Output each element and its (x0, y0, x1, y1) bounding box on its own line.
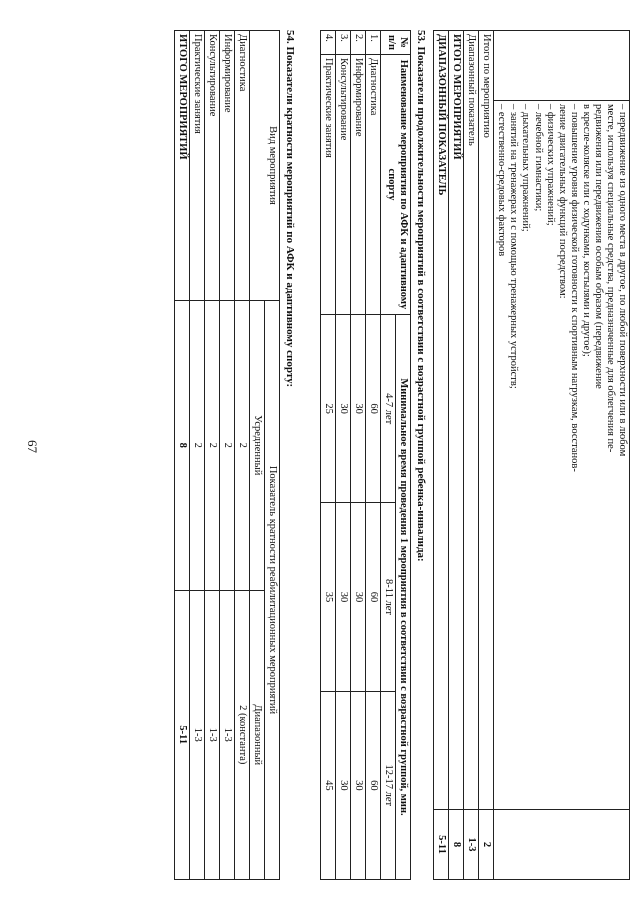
row-avg: 2 (190, 301, 205, 591)
table-row (351, 31, 366, 880)
row-name: Информирование (220, 31, 235, 301)
frequency-table (174, 30, 280, 880)
table-row (205, 31, 220, 880)
row-avg: 2 (205, 301, 220, 591)
summary-label: ДИАПАЗОННЫЙ ПОКАЗАТЕЛЬ (434, 31, 449, 810)
row-num: 4. (321, 31, 336, 55)
row-value: 60 (366, 691, 381, 879)
page-number: 67 (25, 440, 40, 453)
cont-line: ление двигательных функций посредством: (556, 104, 568, 299)
row-num: 1. (366, 31, 381, 55)
row-name: Практические занятия (190, 31, 205, 301)
cont-left-cell (494, 31, 630, 101)
table-row (366, 31, 381, 880)
summary-value: 8 (449, 810, 464, 880)
row-name: ИТОГО МЕРОПРИЯТИЙ (174, 31, 189, 301)
row-range: 1-3 (190, 590, 205, 880)
row-value: 30 (351, 503, 366, 691)
header-num: № п/п (381, 31, 411, 55)
row-num: 3. (336, 31, 351, 55)
header-range: Диапазонный (250, 590, 265, 880)
table-row (321, 31, 336, 880)
header-group: Показатель кратности реабилитационных мероприятий (265, 301, 280, 880)
row-name: Диагностика (366, 55, 381, 315)
row-value: 30 (336, 691, 351, 879)
header-name: Наименование мероприятия по АФК и адаптивному спорту (381, 55, 411, 315)
cont-line: – физических упражнений; (544, 104, 556, 226)
row-name: Практические занятия (321, 55, 336, 315)
row-value: 25 (321, 315, 336, 503)
summary-value: 5-11 (434, 810, 449, 880)
row-name: Консультирование (205, 31, 220, 301)
cont-description (494, 101, 630, 810)
summary-value: 2 (479, 810, 494, 880)
table-row (235, 31, 250, 880)
cont-line: – передвижение из одного места в другое, по любой поверхности или в любом (617, 104, 628, 457)
cont-line: – лечебной гимнастики; (532, 104, 544, 212)
cont-right-cell (494, 810, 630, 880)
row-avg: 2 (220, 301, 235, 591)
cont-line: редвижения или передвижения особым образом (передвижение (592, 104, 604, 389)
row-value: 45 (321, 691, 336, 879)
row-range: 1-3 (220, 590, 235, 880)
row-value: 60 (366, 503, 381, 691)
row-range: 1-3 (205, 590, 220, 880)
row-num: 2. (351, 31, 366, 55)
header-age: 8-11 лет (381, 503, 396, 691)
row-value: 30 (351, 315, 366, 503)
table-row (220, 31, 235, 880)
section-53-caption: 53. Показатели продолжительности мероприятий в соответствии с возрастной группой ребенка-инвалида: (415, 30, 428, 562)
row-value: 30 (336, 503, 351, 691)
row-name: Информирование (351, 55, 366, 315)
cont-line: – дыхательных упражнений; (520, 104, 532, 232)
row-range: 2 (константа) (235, 590, 250, 880)
header-age: 4-7 лет (381, 315, 396, 503)
cont-line: месте, используя специальные средства, предназначенные для облегчения пе- (604, 104, 616, 453)
header-time: Минимальное время проведения 1 мероприятия в соответствии с возрастной группой, мин. (396, 315, 411, 880)
row-value: 30 (336, 315, 351, 503)
row-value: 30 (351, 691, 366, 879)
header-kind: Вид мероприятия (250, 31, 280, 301)
section-54-caption: 54. Показатели кратности мероприятий по АФК и адаптивному спорту: (284, 30, 297, 388)
row-name: Диагностика (235, 31, 250, 301)
table-row (174, 31, 189, 880)
table-row (190, 31, 205, 880)
row-value: 35 (321, 503, 336, 691)
duration-table (320, 30, 411, 880)
rotated-page-content (25, 30, 630, 880)
row-name: Консультирование (336, 55, 351, 315)
continuation-table (433, 30, 630, 880)
row-avg: 8 (174, 301, 189, 591)
cont-line: – естественно-средовых факторов (496, 104, 508, 257)
header-age: 12-17 лет (381, 691, 396, 879)
cont-line: – занятий на тренажерах и с помощью тренажерных устройств; (508, 104, 520, 389)
summary-value: 1-3 (464, 810, 479, 880)
summary-label: Диапазонный показатель (464, 31, 479, 810)
summary-label: ИТОГО МЕРОПРИЯТИЙ (449, 31, 464, 810)
header-avg: Усредненный (250, 301, 265, 591)
cont-line: – повышение уровня физической готовности к спортивным нагрузкам, восстанов- (568, 104, 580, 472)
row-avg: 2 (235, 301, 250, 591)
row-value: 60 (366, 315, 381, 503)
cont-line: в кресле-коляске или с ходунками, костылями и другое); (580, 104, 592, 357)
table-row (336, 31, 351, 880)
row-range: 5-11 (174, 590, 189, 880)
summary-label: Итого по мероприятию (479, 31, 494, 810)
